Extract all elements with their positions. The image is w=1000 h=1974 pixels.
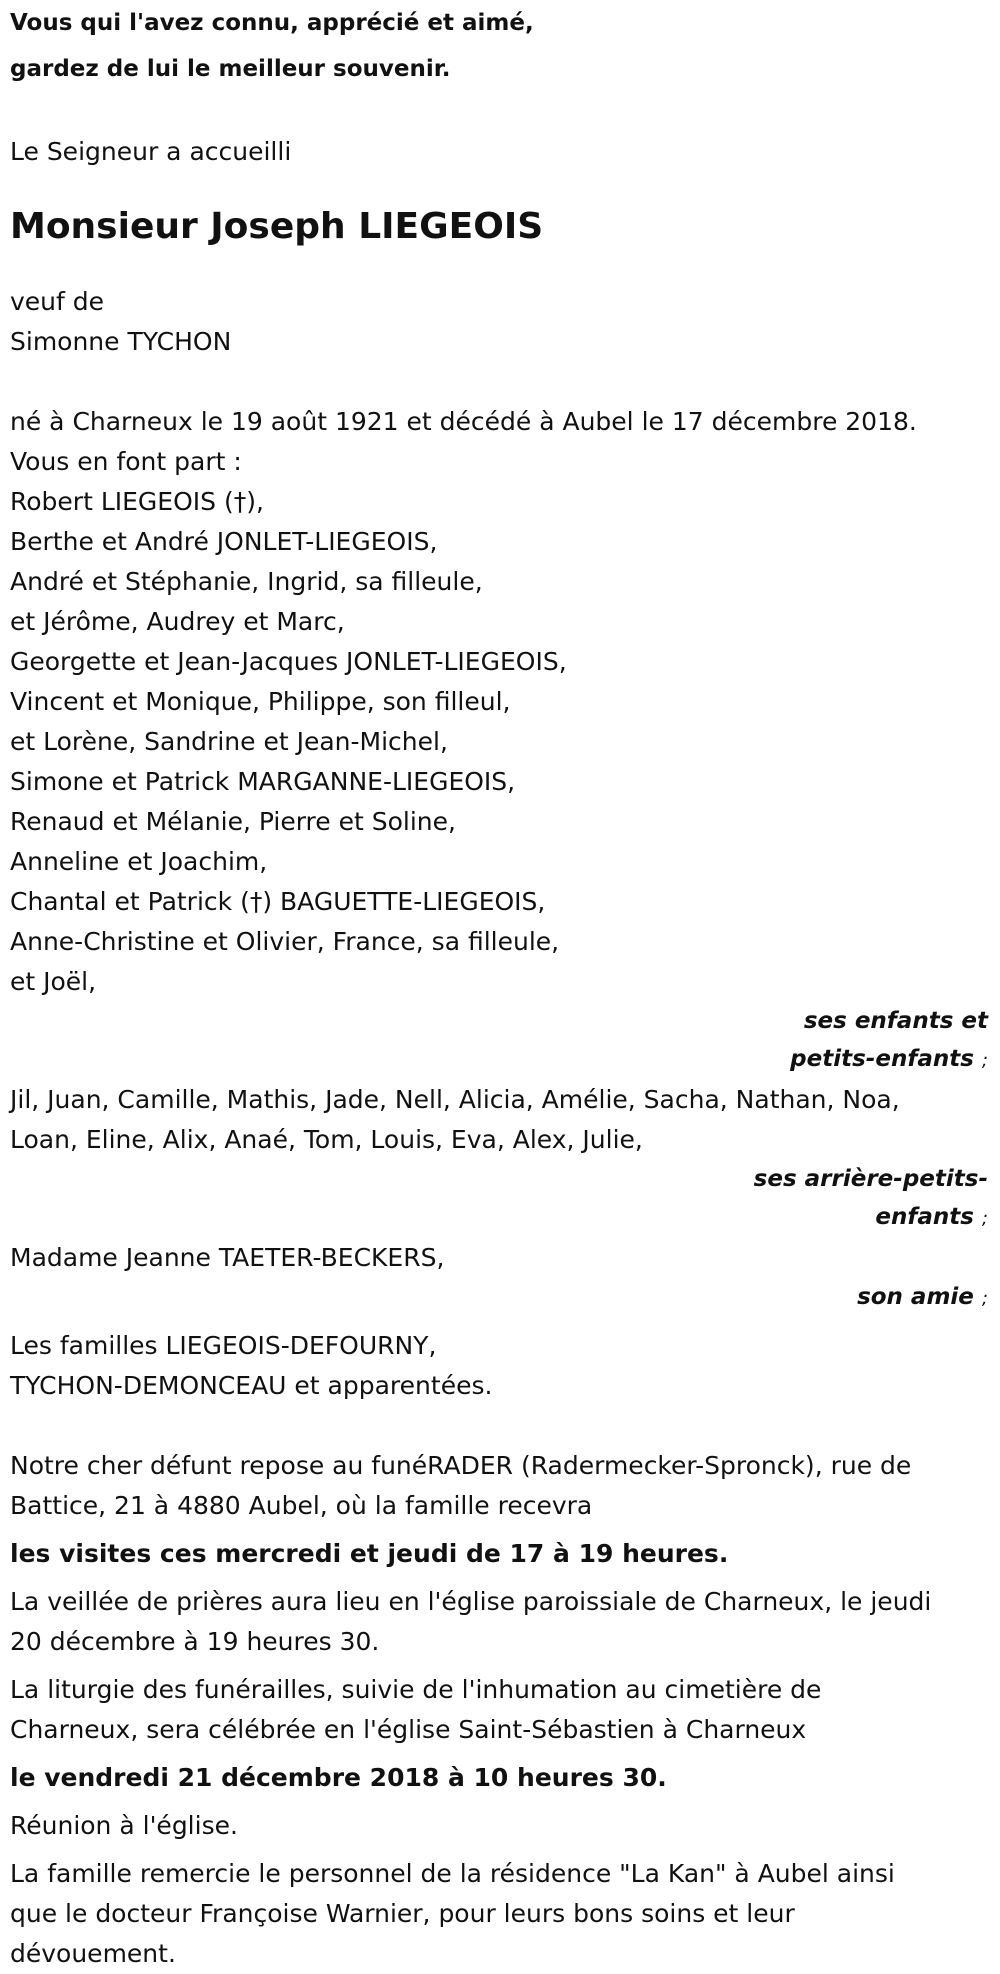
great-grandchildren-role-line-1: ses arrière-petits- xyxy=(753,1166,988,1192)
vigil-line-1: La veillée de prières aura lieu en l'église paroissiale de Charneux, le jeudi xyxy=(10,1587,932,1616)
list-item: et Joël, xyxy=(10,967,97,996)
intro-text: Le Seigneur a accueilli xyxy=(10,137,292,166)
list-item: Renaud et Mélanie, Pierre et Soline, xyxy=(10,807,456,836)
birth-death-dates: né à Charneux le 19 août 1921 et décédé à Aubel le 17 décembre 2018. xyxy=(10,407,917,436)
children-role-label: petits-enfants xyxy=(790,1046,974,1072)
families-line-1: Les familles LIEGEOIS-DEFOURNY, xyxy=(10,1331,437,1360)
list-item: et Jérôme, Audrey et Marc, xyxy=(10,607,345,636)
families-line-2: TYCHON-DEMONCEAU et apparentées. xyxy=(10,1371,493,1400)
children-role-line-1: ses enfants et xyxy=(803,1008,988,1034)
children-role-line-2 xyxy=(10,1040,988,1080)
announce-text: Vous en font part : xyxy=(10,447,242,476)
list-item: Vincent et Monique, Philippe, son filleul, xyxy=(10,687,511,716)
funeral-date: le vendredi 21 décembre 2018 à 10 heures 30. xyxy=(10,1763,667,1792)
great-grandchildren-role-label: enfants xyxy=(875,1204,974,1230)
friend-role-label: son amie xyxy=(857,1284,974,1310)
list-item: Chantal et Patrick (†) BAGUETTE-LIEGEOIS, xyxy=(10,887,546,916)
rest-line-2: Battice, 21 à 4880 Aubel, où la famille recevra xyxy=(10,1491,593,1520)
friend-role xyxy=(10,1278,988,1318)
list-item: Anneline et Joachim, xyxy=(10,847,268,876)
liturgy-line-1: La liturgie des funérailles, suivie de l'inhumation au cimetière de xyxy=(10,1675,822,1704)
great-grandchildren-list xyxy=(10,1080,988,1160)
spouse-name: Simonne TYCHON xyxy=(10,327,232,356)
visits-text: les visites ces mercredi et jeudi de 17 à 19 heures. xyxy=(10,1539,729,1568)
children-list xyxy=(10,482,988,1002)
liturgy-line-2: Charneux, sera célébrée en l'église Saint-Sébastien à Charneux xyxy=(10,1715,807,1744)
thanks-line-2: que le docteur Françoise Warnier, pour leurs bons soins et leur xyxy=(10,1899,795,1928)
thanks-line-3: dévouement. xyxy=(10,1939,176,1968)
list-item: Simone et Patrick MARGANNE-LIEGEOIS, xyxy=(10,767,516,796)
list-item: Loan, Eline, Alix, Anaé, Tom, Louis, Eva, Alex, Julie, xyxy=(10,1125,643,1154)
deceased-name: Monsieur Joseph LIEGEOIS xyxy=(10,206,544,247)
semicolon: ; xyxy=(981,1208,988,1229)
friend-name: Madame Jeanne TAETER-BECKERS, xyxy=(10,1243,445,1272)
vigil-line-2: 20 décembre à 19 heures 30. xyxy=(10,1627,380,1656)
list-item: Robert LIEGEOIS (†), xyxy=(10,487,264,516)
semicolon: ; xyxy=(981,1288,988,1309)
rest-line-1: Notre cher défunt repose au funéRADER (Radermecker-Spronck), rue de xyxy=(10,1451,912,1480)
quote-line-1: Vous qui l'avez connu, apprécié et aimé, xyxy=(10,10,534,36)
list-item: André et Stéphanie, Ingrid, sa filleule, xyxy=(10,567,483,596)
thanks-line-1: La famille remercie le personnel de la résidence "La Kan" à Aubel ainsi xyxy=(10,1859,895,1888)
list-item: Georgette et Jean-Jacques JONLET-LIEGEOIS, xyxy=(10,647,567,676)
obituary-notice xyxy=(10,0,988,1974)
semicolon: ; xyxy=(981,1050,988,1071)
list-item: Berthe et André JONLET-LIEGEOIS, xyxy=(10,527,438,556)
meeting-text: Réunion à l'église. xyxy=(10,1811,238,1840)
list-item: et Lorène, Sandrine et Jean-Michel, xyxy=(10,727,448,756)
spouse-label: veuf de xyxy=(10,287,105,316)
list-item: Jil, Juan, Camille, Mathis, Jade, Nell, Alicia, Amélie, Sacha, Nathan, Noa, xyxy=(10,1085,900,1114)
quote-line-2: gardez de lui le meilleur souvenir. xyxy=(10,56,451,82)
list-item: Anne-Christine et Olivier, France, sa filleule, xyxy=(10,927,560,956)
great-grandchildren-role-line-2 xyxy=(10,1198,988,1238)
